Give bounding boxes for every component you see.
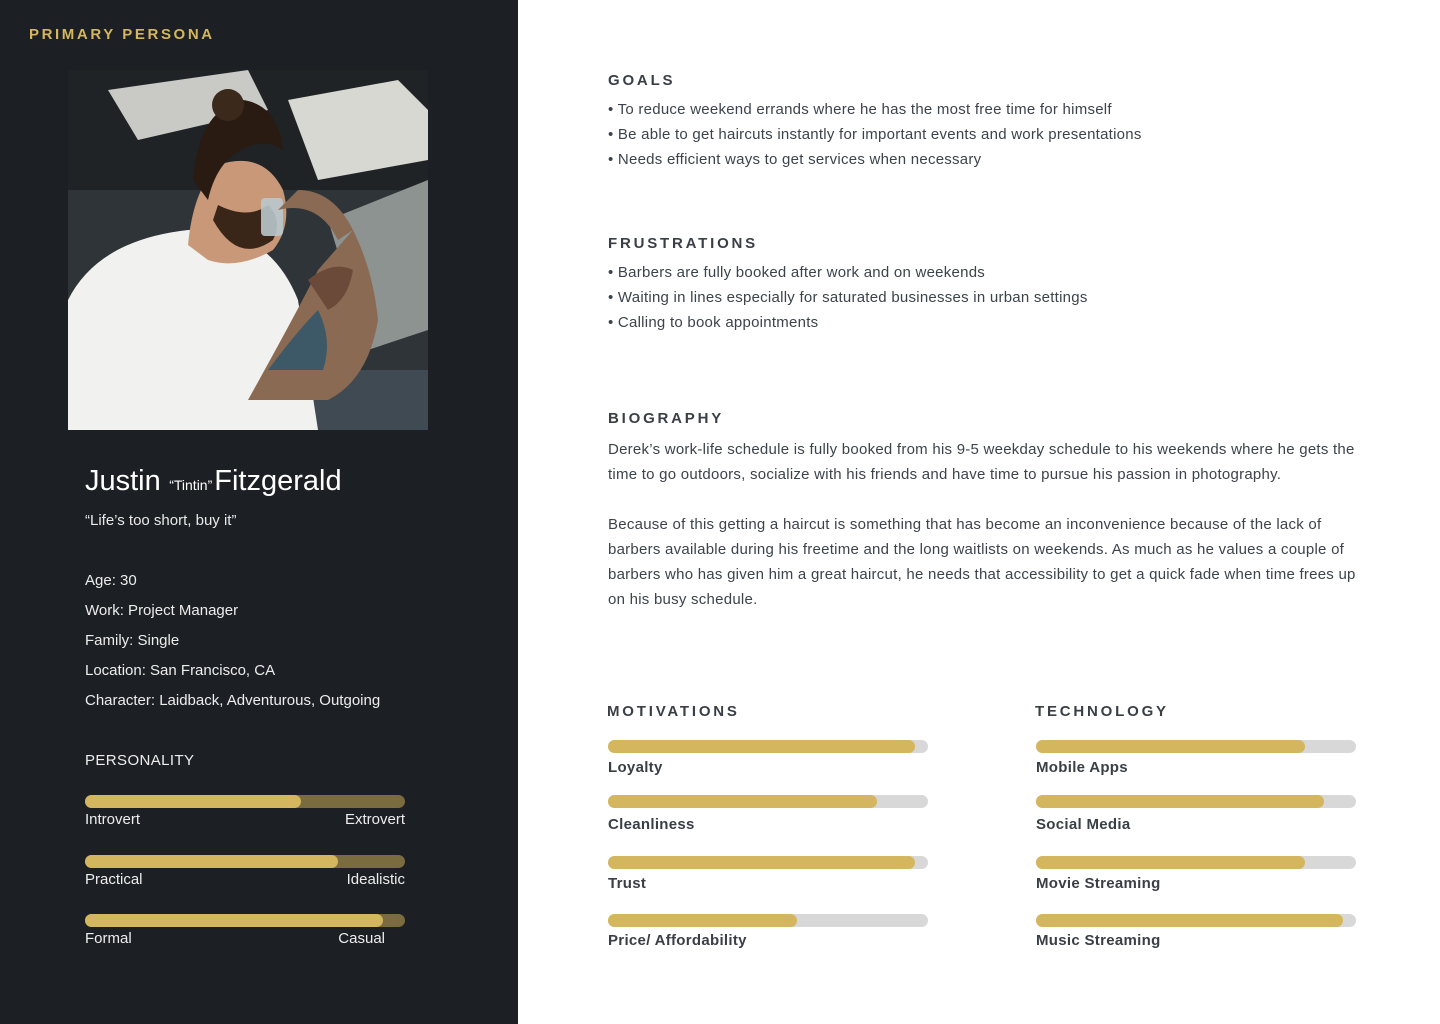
motivation-fill — [608, 740, 915, 753]
technology-fill — [1036, 795, 1324, 808]
personality-scale-formal-casual — [85, 914, 405, 947]
motivations-title: MOTIVATIONS — [607, 703, 740, 720]
personality-left-label: Introvert — [85, 811, 141, 828]
technology-label: Movie Streaming — [1036, 875, 1161, 892]
motivation-bar-loyalty — [608, 740, 928, 776]
technology-fill — [1036, 740, 1305, 753]
motivation-fill — [608, 914, 797, 927]
motivation-bar-cleanliness — [608, 795, 928, 833]
biography-paragraph: Derek’s work-life schedule is fully booked from his 9-5 weekday schedule to his weekends where he gets the time to go outdoors, socialize with his friends and have time to pursue his passion in photography. — [608, 441, 1355, 483]
persona-facts — [85, 571, 380, 721]
personality-track — [85, 914, 405, 927]
personality-track — [85, 795, 405, 808]
goals-title: GOALS — [608, 72, 676, 89]
technology-bar-social-media — [1036, 795, 1356, 833]
technology-label: Social Media — [1036, 816, 1131, 833]
fact-character: Character: Laidback, Adventurous, Outgoing — [85, 692, 381, 709]
technology-bar-music-streaming — [1036, 914, 1356, 949]
technology-fill — [1036, 856, 1305, 869]
personality-left-label: Practical — [85, 871, 143, 888]
frustrations-list — [608, 263, 1088, 338]
persona-first-name: Justin — [85, 465, 161, 497]
fact-family: Family: Single — [85, 632, 180, 649]
motivation-label: Price/ Affordability — [608, 932, 747, 949]
motivation-fill — [608, 795, 877, 808]
frustrations-title: FRUSTRATIONS — [608, 235, 758, 252]
personality-title: PERSONALITY — [85, 752, 195, 769]
personality-track — [85, 855, 405, 868]
personality-scale-practical-idealistic — [85, 855, 405, 888]
list-item: • Barbers are fully booked after work and on weekends — [608, 264, 986, 281]
fact-age: Age: 30 — [85, 572, 137, 589]
personality-right-label: Casual — [338, 930, 385, 947]
persona-eyebrow: PRIMARY PERSONA — [29, 26, 215, 43]
motivation-bar-trust — [608, 856, 928, 892]
motivation-track — [608, 914, 928, 927]
motivation-fill — [608, 856, 915, 869]
technology-title: TECHNOLOGY — [1035, 703, 1169, 720]
technology-label: Mobile Apps — [1036, 759, 1128, 776]
persona-nickname: “Tintin” — [169, 477, 213, 493]
technology-track — [1036, 795, 1356, 808]
fact-work: Work: Project Manager — [85, 602, 239, 619]
personality-right-label: Idealistic — [346, 871, 405, 888]
technology-track — [1036, 856, 1356, 869]
persona-name — [85, 465, 342, 498]
list-item: • Needs efficient ways to get services when necessary — [608, 151, 982, 168]
persona-last-name: Fitzgerald — [214, 465, 342, 497]
biography-body — [608, 437, 1368, 612]
personality-fill — [85, 855, 338, 868]
list-item: • Waiting in lines especially for saturated businesses in urban settings — [608, 289, 1088, 306]
motivation-track — [608, 740, 928, 753]
technology-bar-mobile-apps — [1036, 740, 1356, 776]
biography-paragraph: Because of this getting a haircut is something that has become an inconvenience because of the lack of barbers available during his freetime and the long waitlists on weekends. As much as he values a couple of barbers who has given him a great haircut, he needs that accessibility to get a quick fade when time frees up on his busy schedule. — [608, 516, 1356, 608]
personality-scale-introvert-extrovert — [85, 795, 405, 828]
list-item: • Be able to get haircuts instantly for important events and work presentations — [608, 126, 1142, 143]
motivation-label: Loyalty — [608, 759, 663, 776]
motivation-track — [608, 856, 928, 869]
technology-track — [1036, 740, 1356, 753]
technology-track — [1036, 914, 1356, 927]
fact-location: Location: San Francisco, CA — [85, 662, 276, 679]
goals-list — [608, 100, 1142, 175]
biography-title: BIOGRAPHY — [608, 410, 725, 427]
persona-panel — [0, 0, 518, 1024]
motivation-label: Trust — [608, 875, 647, 892]
list-item: • Calling to book appointments — [608, 314, 819, 331]
persona-photo-illustration — [68, 70, 428, 430]
motivation-label: Cleanliness — [608, 816, 695, 833]
personality-fill — [85, 795, 301, 808]
list-item: • To reduce weekend errands where he has the most free time for himself — [608, 101, 1112, 118]
motivation-bar-price — [608, 914, 928, 949]
technology-fill — [1036, 914, 1343, 927]
personality-left-label: Formal — [85, 930, 132, 947]
persona-photo — [68, 70, 428, 430]
personality-fill — [85, 914, 383, 927]
technology-label: Music Streaming — [1036, 932, 1161, 949]
persona-quote: “Life’s too short, buy it” — [85, 512, 237, 529]
technology-bar-movie-streaming — [1036, 856, 1356, 892]
personality-right-label: Extrovert — [344, 811, 405, 828]
motivation-track — [608, 795, 928, 808]
